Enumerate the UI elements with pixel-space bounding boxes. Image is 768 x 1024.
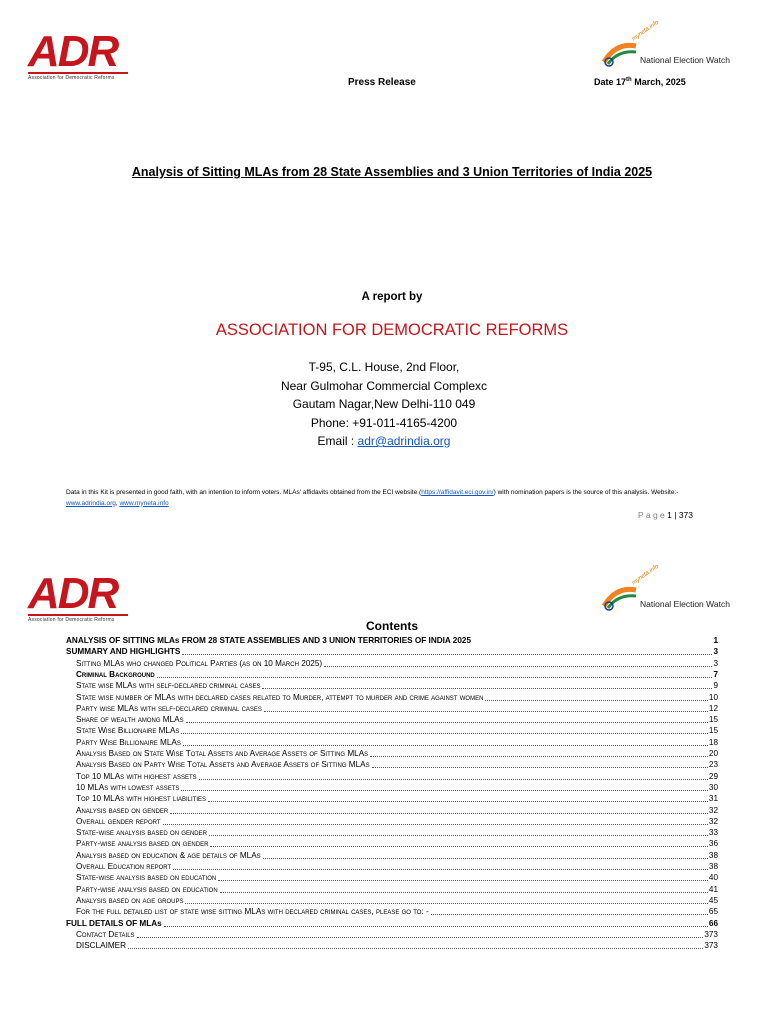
toc-dot-leader (183, 744, 708, 746)
toc-entry[interactable] (76, 759, 718, 770)
toc-dot-leader (473, 643, 712, 644)
toc-entry-page: 31 (708, 794, 718, 804)
toc-entry-page: 7 (713, 669, 718, 679)
toc-entry-page: 32 (708, 805, 718, 815)
toc-entry-page: 9 (713, 681, 718, 691)
toc-entry[interactable] (76, 895, 718, 906)
toc-entry[interactable] (76, 805, 718, 816)
toc-dot-leader (128, 947, 703, 949)
toc-entry-label: Contact Details (76, 929, 135, 939)
report-by-label: A report by (361, 291, 423, 303)
toc-entry[interactable] (76, 714, 718, 725)
new-emblem-icon (598, 582, 638, 612)
page-label: P a g e (638, 510, 665, 520)
toc-entry-label: DISCLAIMER (76, 941, 127, 951)
adr-logo-subtitle: Association for Democratic Reforms (28, 614, 128, 623)
toc-dot-leader (137, 936, 704, 938)
toc-entry[interactable] (76, 782, 718, 793)
toc-entry[interactable] (76, 816, 718, 827)
new-logo (598, 563, 730, 612)
email-link[interactable]: adr@adrindia.org (357, 434, 451, 448)
toc-entry-label: Top 10 MLAs with highest assets (76, 771, 197, 781)
toc-entry[interactable] (76, 838, 718, 849)
toc-entry-page: 32 (708, 816, 718, 826)
toc-dot-leader (485, 699, 707, 701)
release-date (594, 77, 686, 87)
toc-entry[interactable] (76, 929, 718, 940)
toc-entry-page: 15 (708, 715, 718, 725)
toc-entry[interactable] (76, 725, 718, 736)
toc-entry[interactable] (76, 884, 718, 895)
toc-dot-leader (324, 665, 712, 667)
footnote-text: ) with nomination papers is the source of this analysis. Website:- (493, 489, 679, 496)
toc-entry-label: State-wise analysis based on education (76, 873, 217, 883)
toc-entry-page: 41 (708, 884, 718, 894)
toc-entry-label: State wise number of MLAs with declared cases related to Murder, attempt to murder and crime against women (76, 692, 484, 702)
toc-dot-leader (372, 766, 708, 768)
toc-entry-page: 12 (708, 703, 718, 713)
eci-link[interactable]: https://affidavit.eci.gov.in/ (421, 489, 494, 496)
footnote-text: Data in this Kit is presented in good faith, with an intention to inform voters. MLAs' affidavits obtained from the ECI website ( (66, 489, 422, 496)
toc-dot-leader (218, 879, 708, 881)
toc-entry-label: Analysis Based on State Wise Total Assets and Average Assets of Sitting MLAs (76, 749, 369, 758)
toc-entry-page: 373 (704, 929, 718, 939)
toc-entry-label: Share of wealth among MLAs (76, 715, 184, 725)
footnote (66, 488, 722, 509)
toc-entry-label: Analysis based on education & age details of MLAs (76, 850, 261, 860)
toc-entry-page: 36 (708, 839, 718, 849)
toc-entry-label: Overall Education report (76, 862, 172, 871)
toc-entry[interactable] (76, 748, 718, 759)
toc-entry[interactable] (76, 680, 718, 691)
page-number (638, 510, 693, 520)
toc-entry-page: 38 (708, 862, 718, 871)
toc-entry[interactable] (76, 771, 718, 782)
toc-entry-page: 373 (704, 941, 718, 951)
toc-entry[interactable] (76, 940, 718, 951)
new-logo-text: National Election Watch (640, 599, 730, 609)
toc-entry-page: 10 (708, 692, 718, 702)
toc-dot-leader (181, 732, 707, 734)
toc-entry-label: SUMMARY AND HIGHLIGHTS (66, 647, 181, 657)
date-suffix: March, 2025 (631, 77, 686, 87)
myneta-site-link[interactable]: www.myneta.info (119, 499, 169, 507)
footnote-separator: , (115, 499, 120, 507)
toc-entry-page: 1 (713, 636, 718, 645)
toc-dot-leader (163, 823, 708, 825)
toc-dot-leader (164, 925, 708, 927)
toc-entry[interactable] (76, 658, 718, 669)
adr-logo-mark: ADR (28, 569, 118, 618)
toc-entry-page: 66 (708, 918, 718, 928)
toc-entry[interactable] (76, 850, 718, 861)
toc-entry[interactable] (76, 872, 718, 883)
toc-entry-label: Party-wise analysis based on education (76, 884, 218, 894)
toc-entry-page: 3 (713, 647, 718, 657)
toc-entry-page: 45 (708, 895, 718, 905)
toc-entry[interactable] (66, 918, 718, 929)
toc-entry[interactable] (76, 861, 718, 872)
toc-dot-leader (170, 812, 708, 814)
toc-entry-label: Top 10 MLAs with highest liabilities (76, 794, 206, 804)
toc-entry[interactable] (76, 737, 718, 748)
phone-line: Phone: +91-011-4165-4200 (310, 415, 458, 430)
toc-dot-leader (199, 778, 708, 780)
press-release-label: Press Release (348, 77, 416, 88)
toc-entry-label: Party wise MLAs with self-declared criminal cases (76, 703, 262, 713)
toc-dot-leader (186, 721, 708, 723)
toc-entry-label: 10 MLAs with lowest assets (76, 782, 180, 792)
toc-entry-label: For the full detailed list of state wise sitting MLAs with declared criminal cases, please go to: - (76, 907, 429, 917)
toc-entry-label: Analysis based on age groups (76, 895, 184, 905)
toc-dot-leader (157, 676, 713, 678)
new-logo (598, 19, 730, 68)
toc-dot-leader (208, 800, 708, 802)
toc-entry-page: 20 (708, 749, 718, 758)
address-line: Near Gulmohar Commercial Complexc (280, 378, 488, 393)
toc-entry-page: 40 (708, 873, 718, 883)
org-name: ASSOCIATION FOR DEMOCRATIC REFORMS (215, 321, 569, 339)
toc-entry-label: Party Wise Billionaire MLAs (76, 737, 181, 747)
toc-entry-label: Analysis Based on Party Wise Total Assets and Average Assets of Sitting MLAs (76, 760, 370, 770)
toc-dot-leader (263, 857, 708, 859)
email-label: Email : (317, 434, 358, 448)
toc-entry-page: 30 (708, 782, 718, 792)
toc-dot-leader (181, 789, 708, 791)
toc-entry-label: Analysis based on gender (76, 805, 169, 815)
toc-entry[interactable] (76, 692, 718, 703)
address-line: Gautam Nagar,New Delhi-110 049 (292, 397, 476, 411)
address-block (0, 358, 768, 451)
toc-entry-page: 29 (708, 771, 718, 781)
adr-logo (28, 27, 128, 81)
toc-entry-label: State wise MLAs with self-declared criminal cases (76, 681, 261, 691)
toc-entry[interactable] (66, 646, 718, 657)
adr-logo-mark: ADR (28, 27, 118, 76)
toc-entry[interactable] (76, 793, 718, 804)
toc-entry-page: 33 (708, 828, 718, 838)
adr-logo-subtitle: Association for Democratic Reforms (28, 72, 128, 81)
toc-entry[interactable] (76, 703, 718, 714)
myneta-label: myneta.info (631, 19, 660, 43)
toc-dot-leader (264, 710, 708, 712)
toc-dot-leader (220, 891, 708, 893)
date-prefix: Date 17 (594, 77, 627, 87)
toc-entry-page: 3 (713, 658, 718, 668)
toc-entry-label: State Wise Billionaire MLAs (76, 726, 180, 736)
date-sup: th (626, 77, 632, 83)
toc-dot-leader (173, 868, 708, 870)
adr-logo (28, 569, 128, 623)
toc-dot-leader (182, 653, 712, 655)
page-count: 1 | 373 (667, 510, 694, 520)
toc-entry[interactable] (76, 827, 718, 838)
toc-entry-label: Sitting MLAs who changed Political Parties (as on 10 March 2025) (76, 658, 323, 668)
toc-entry-label: ANALYSIS OF SITTING MLAs FROM 28 STATE ASSEMBLIES AND 3 UNION TERRITORIES OF INDIA 2025 (66, 636, 472, 645)
toc-dot-leader (209, 834, 708, 836)
toc-dot-leader (262, 687, 712, 689)
new-logo-text: National Election Watch (640, 55, 730, 65)
toc-entry-label: Party-wise analysis based on gender (76, 839, 209, 849)
toc-entry-label: State-wise analysis based on gender (76, 828, 207, 838)
toc-entry-page: 23 (708, 760, 718, 770)
toc-dot-leader (185, 902, 707, 904)
toc-entry-page: 15 (708, 726, 718, 736)
address-line: T-95, C.L. House, 2nd Floor, (308, 360, 460, 374)
toc-entry-label: Overall gender report (76, 816, 161, 826)
adr-site-link[interactable]: www.adrindia.org (66, 499, 116, 507)
toc-entry[interactable] (66, 635, 718, 646)
toc-entry-label: Criminal Background (76, 669, 155, 679)
contents-title: Contents (366, 619, 418, 633)
toc-dot-leader (210, 845, 707, 847)
email-line (0, 432, 768, 451)
report-title: Analysis of Sitting MLAs from 28 State Assemblies and 3 Union Territories of India 2025 (131, 165, 653, 179)
myneta-label: myneta.info (631, 563, 660, 587)
toc-entry-page: 38 (708, 850, 718, 860)
toc-entry-label: FULL DETAILS OF MLAs (66, 918, 162, 928)
toc-dot-leader (431, 913, 708, 915)
new-emblem-icon (598, 38, 638, 68)
toc-entry[interactable] (76, 906, 718, 917)
toc-entry-page: 65 (708, 907, 718, 917)
toc-dot-leader (370, 755, 708, 757)
toc-entry[interactable] (76, 669, 718, 680)
toc-entry-page: 18 (708, 737, 718, 747)
